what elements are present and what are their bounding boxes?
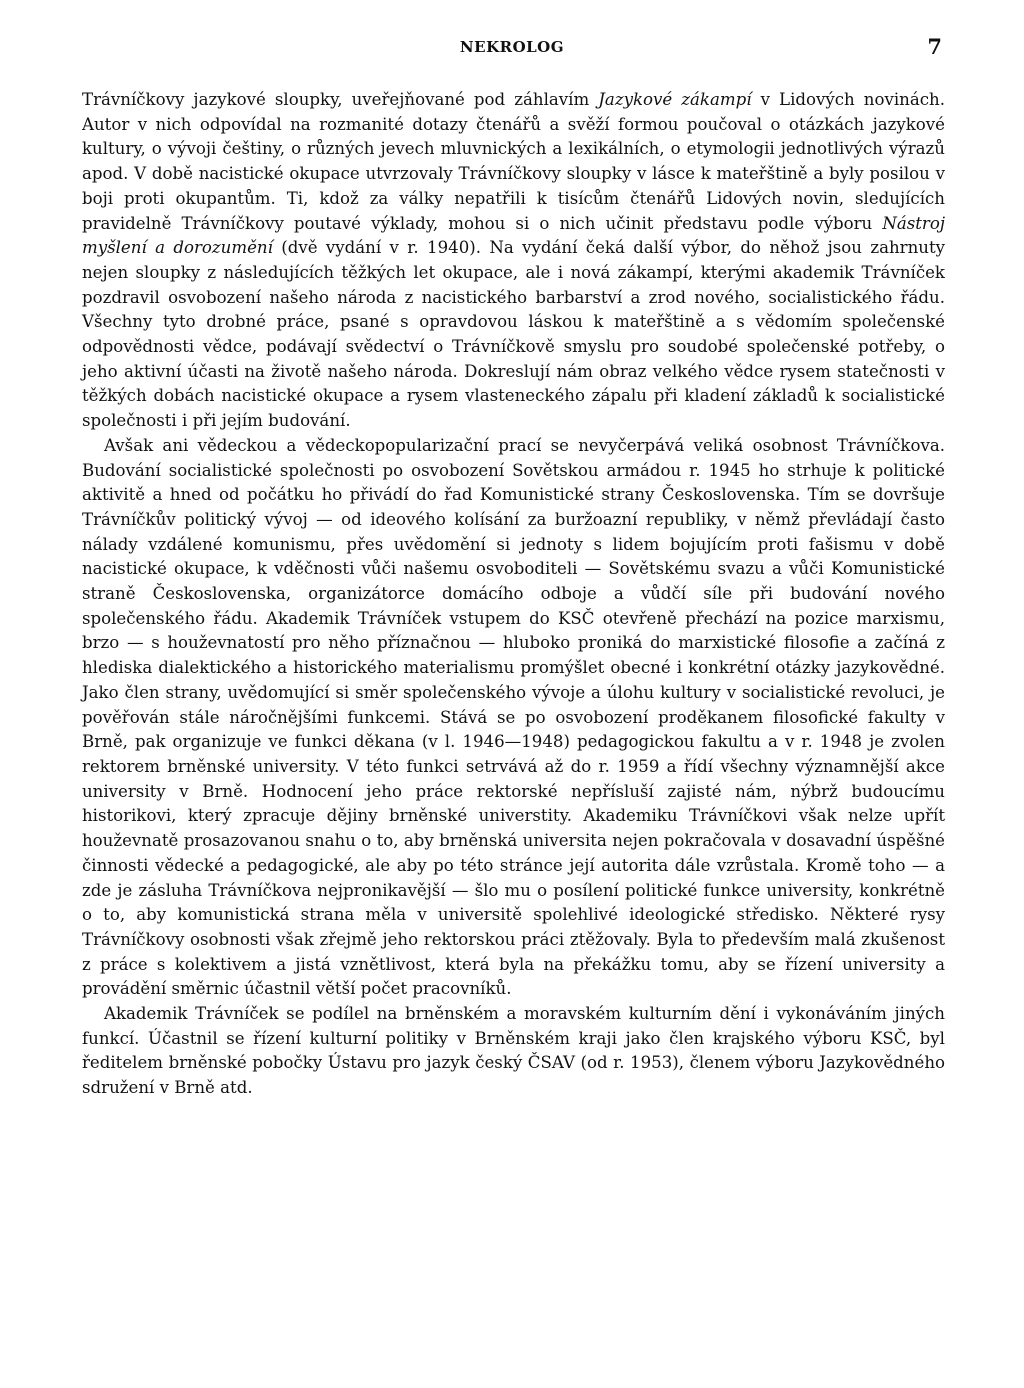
page-number: 7 bbox=[927, 34, 942, 59]
paragraph-1-text-e: (dvě vydání v r. 1940). Na vydání čeká další výbor, do něhož jsou zahrnuty nejen sloupky z následujících těžkých let okupace, ale i nová zákampí, kterými akademik Trávníček pozdravil osvobození našeho národa z nacistického barbarství a zrod nového, socialistického řádu. Všechny tyto drobné práce, psané s opravdovou láskou k mateřštině a s vědomím společenské odpovědnosti vědce, podávají svědectví o Trávníčkově smyslu pro soudobé společenské potřeby, o jeho aktivní účasti na životě našeho národa. Dokreslují nám obraz velkého vědce rysem statečnosti v těžkých dobách nacistické okupace a rysem vlasteneckého zápalu při kladení základů k socialistické společnosti i při jejím budování. bbox=[82, 238, 945, 431]
paragraph-1-text-a: Trávníčkovy jazykové sloupky, uveřejňované pod záhlavím bbox=[82, 90, 599, 109]
paragraph-1 bbox=[82, 88, 945, 434]
paragraph-1-text-c: v Lidových novinách. Autor v nich odpovídal na rozmanité dotazy čtenářů a svěží formou poučoval o otázkách jazykové kultury, o vývoji češtiny, o různých jevech mluvnických a lexikálních, o etymologii jednotlivých výrazů apod. V době nacistické okupace utvrzovaly Trávníčkovy sloupky v lásce k mateřštině a byly posilou v boji proti okupantům. Ti, kdož za války nepatřili k tisícům čtenářů Lidových novin, sledujících pravidelně Trávníčkovy poutavé výklady, mohou si o nich učinit představu podle výboru bbox=[82, 90, 946, 233]
column-title-italic: Jazykové zákampí bbox=[598, 90, 752, 109]
paragraph-3: Akademik Trávníček se podílel na brněnském a moravském kulturním dění i vykonáváním jiných funkcí. Účastnil se řízení kulturní politiky v Brněnském kraji jako člen krajského výboru KSČ, byl ředitelem brněnské pobočky Ústavu pro jazyk český ČSAV (od r. 1953), členem výboru Jazykovědného sdružení v Brně atd. bbox=[82, 1004, 945, 1098]
page-header bbox=[82, 34, 942, 66]
book-title-italic: Nástroj myšlení a dorozumění bbox=[82, 213, 945, 258]
paragraph-2: Avšak ani vědeckou a vědeckopopularizační prací se nevyčerpává veliká osobnost Trávníčkova. Budování socialistické společnosti po osvobození Sovětskou armádou r. 1945 ho strhuje k politické aktivitě a hned od počátku ho přivádí do řad Komunistické strany Československa. Tím se dovršuje Trávníčkův politický vývoj — od ideového kolísání za buržoazní republiky, v němž převládají často nálady vzdálené komunismu, přes uvědomění si jednoty s lidem bojujícím proti fašismu v době nacistické okupace, k vděčnosti vůči našemu osvoboditeli — Sovětskému svazu a vůči Komunistické straně Československa, organizátorce domácího odboje a vůdčí síle při budování nového společenského řádu. Akademik Trávníček vstupem do KSČ otevřeně přechází na pozice marxismu, brzo — s houževnatostí pro něho příznačnou — hluboko proniká do marxistické filosofie a začíná z hlediska dialektického a historického materialismu promýšlet obecné i konkrétní otázky jazykovědné. Jako člen strany, uvědomující si směr společenského vývoje a úlohu kultury v socialistické revoluci, je pověřován stále náročnějšími funkcemi. Stává se po osvobození proděkanem filosofické fakulty v Brně, pak organizuje ve funkci děkana (v l. 1946—1948) pedagogickou fakultu a v r. 1948 je zvolen rektorem brněnské university. V této funkci setrvává až do r. 1959 a řídí všechny významnější akce university v Brně. Hodnocení jeho práce rektorské nepřísluší zajisté nám, nýbrž budoucímu historikovi, který zpracuje dějiny brněnské universtity. Akademiku Trávníčkovi však nelze upřít houževnatě prosazovanou snahu o to, aby brněnská universita nejen pokračovala v dosavadní úspěšné činnosti vědecké a pedagogické, ale aby po této stránce její autorita dále vzrůstala. Kromě toho — a zde je zásluha Trávníčkova nejpronikavější — šlo mu o posílení politické funkce university, konkrétně o to, aby komunistická strana měla v universitě spolehlivé ideologické středisko. Některé rysy Trávníčkovy osobnosti však zřejmě jeho rektorskou práci ztěžovaly. Byla to především malá zkušenost z práce s kolektivem a jistá vznětlivost, která byla na překážku tomu, aby se řízení university a provádění směrnic účastnil větší počet pracovníků. bbox=[82, 435, 945, 999]
article-body bbox=[82, 88, 945, 1101]
running-title: NEKROLOG bbox=[459, 38, 565, 56]
